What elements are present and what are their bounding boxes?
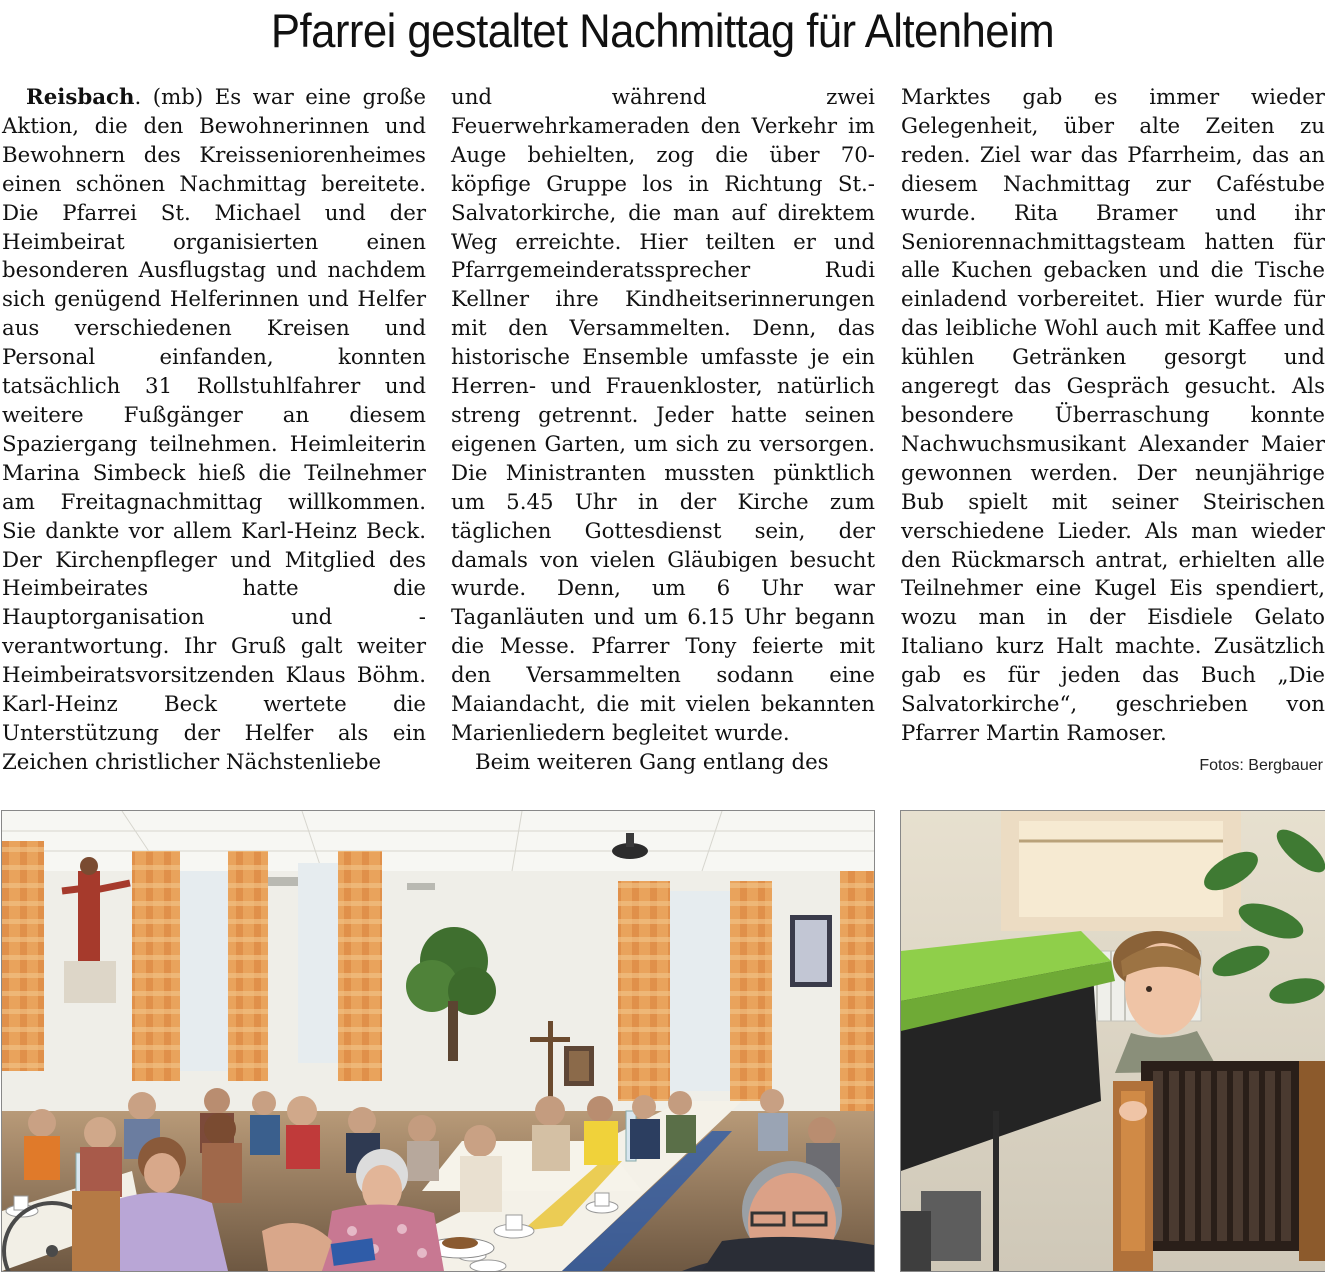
dateline-place: Reisbach: [26, 85, 135, 110]
column-3-paragraph-1: Marktes gab es immer wieder Gelegenheit, über alte Zeiten zu reden. Ziel war das Pfarrheim, das an diesem Nachmittag zur Caféstube wurde. Rita Bramer und ihr Seniorennachmittagsteam hatten für alle Kuchen gebacken und die Tische einladend vorbereitet. Hier wurde für das leibliche Wohl auch mit Kaffee und kühlen Getränken gesorgt und angeregt das Gespräch gesucht. Als besondere Überraschung konnte Nachwuchsmusikant Alexander Maier gewonnen werden. Der neunjährige Bub spielt mit seiner Steirischen verschiedene Lieder. Als man wieder den Rückmarsch antrat, erhielten alle Teilnehmer eine Kugel Eis spendiert, wozu man in der Eisdiele Gelato Italiano kurz Halt machte. Zusätzlich gab es für jeden das Buch „Die Salvatorkirche“, geschrieben von Pfarrer Martin Ramoser.: [901, 85, 1325, 746]
column-2-paragraph-2: Beim weiteren Gang entlang des: [475, 749, 829, 775]
photo-boy-accordion: [900, 810, 1325, 1272]
headline: Pfarrei gestaltet Nachmittag für Altenheim: [270, 4, 1055, 57]
photo-credit: Fotos: Bergbauer: [1199, 757, 1323, 774]
lead-paragraph: [2, 84, 426, 778]
lead-text: . (mb) Es war eine große Aktion, die den Bewohnerinnen und Bewohnern des Kreisseniorenheimes einen schönen Nachmittag bereitete. Die Pfarrei St. Michael und der Heimbeirat organisierten einen besonderen Ausflugstag und nachdem sich genügend Helferinnen und Helfer aus verschiedenen Kreisen und Personal einfanden, konnten tatsächlich 31 Rollstuhlfahrer und weitere Fußgänger an diesem Spaziergang teilnehmen. Heimleiterin Marina Simbeck hieß die Teilnehmer am Freitagnachmittag willkommen. Sie dankte vor allem Karl-Heinz Beck. Der Kirchenpfleger und Mitglied des Heimbeirates hatte die Hauptorganisation und -verantwortung. Ihr Gruß galt weiter Heimbeiratsvorsitzenden Klaus Böhm. Karl-Heinz Beck wertete die Unterstützung der Helfer als ein Zeichen christlicher Nächstenliebe: [2, 85, 426, 775]
column-2-paragraph-1: und während zwei Feuerwehrkameraden den Verkehr im Auge behielten, zog die über 70-köpfige Gruppe los in Richtung St.-Salvatorkirche, die man auf direktem Weg erreichte. Hier teilten er und Pfarrgemeinderatssprecher Rudi Kellner ihre Kindheitserinnerungen mit den Versammelten. Denn, das historische Ensemble umfasste je ein Herren- und Frauenkloster, natürlich streng getrennt. Jeder hatte seinen eigenen Garten, um sich zu versorgen. Die Ministranten mussten pünktlich um 5.45 Uhr in der Kirche zum täglichen Gottesdienst sein, der damals von vielen Gläubigen besucht wurde. Denn, um 6 Uhr war Taganläuten und um 6.15 Uhr begann die Messe. Pfarrer Tony feierte mit den Versammelten sodann eine Maiandacht, die mit vielen bekannten Marienliedern begleitet wurde.: [451, 85, 875, 746]
article-column-2: [451, 84, 875, 778]
article-column-1: [2, 84, 426, 778]
boy-accordion-illustration: [901, 811, 1325, 1271]
photo-seniors-cafe: [1, 810, 875, 1272]
seniors-cafe-illustration: [2, 811, 874, 1271]
article-column-3: [901, 84, 1325, 749]
